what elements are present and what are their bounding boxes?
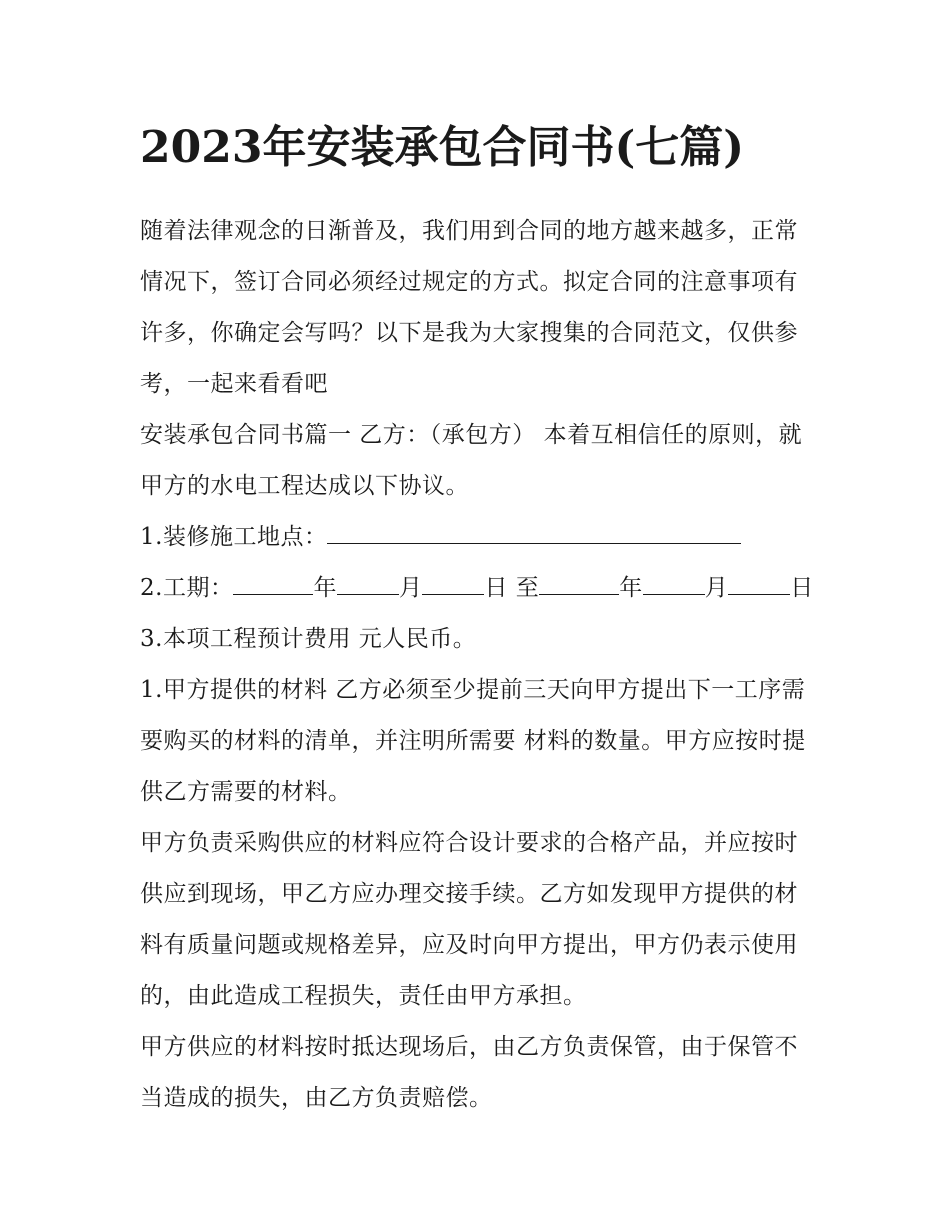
year2-label: 年 xyxy=(619,575,643,601)
start-year-blank xyxy=(233,572,313,595)
section1-opening: 安装承包合同书篇一 乙方：（承包方） 本着互相信任的原则，就甲方的水电工程达成以下协议。 xyxy=(140,422,803,499)
month-label: 月 xyxy=(398,575,423,601)
end-year-blank xyxy=(539,572,619,595)
item2-tail: 日 3.本项工程预计费用 元人民币。 xyxy=(140,575,814,652)
item1-label: 1.装修施工地点： xyxy=(140,524,328,550)
day-to-label: 日 至 xyxy=(484,575,540,601)
materials-paragraph-3: 甲方供应的材料按时抵达现场后，由乙方负责保管，由于保管不当造成的损失，由乙方负责赔偿。 xyxy=(140,1034,798,1111)
intro-paragraph: 随着法律观念的日渐普及，我们用到合同的地方越来越多，正常情况下，签订合同必须经过规定的方式。拟定合同的注意事项有许多，你确定会写吗？以下是我为大家搜集的合同范文，仅供参考，一起来看看吧 xyxy=(140,218,798,397)
document-page xyxy=(140,118,820,1124)
end-month-blank xyxy=(643,572,705,595)
item1-site-address xyxy=(140,512,820,563)
year-label: 年 xyxy=(313,575,337,601)
start-month-blank xyxy=(337,572,399,595)
month2-label: 月 xyxy=(704,575,729,601)
address-blank xyxy=(327,521,741,544)
materials-paragraph-1: 1.甲方提供的材料 乙方必须至少提前三天向甲方提出下一工序需要购买的材料的清单，并注明所需要 材料的数量。甲方应按时提供乙方需要的材料。 xyxy=(140,677,806,805)
materials-paragraph-2: 甲方负责采购供应的材料应符合设计要求的合格产品，并应按时供应到现场，甲乙方应办理交接手续。乙方如发现甲方提供的材料有质量问题或规格差异，应及时向甲方提出，甲方仍表示使用的，由此造成工程损失，责任由甲方承担。 xyxy=(140,830,798,1009)
start-day-blank xyxy=(422,572,484,595)
document-title: 2023年安装承包合同书(七篇) xyxy=(140,122,745,173)
item2-label: 2.工期： xyxy=(140,575,234,601)
end-day-blank xyxy=(728,572,790,595)
item2-duration xyxy=(140,563,820,665)
